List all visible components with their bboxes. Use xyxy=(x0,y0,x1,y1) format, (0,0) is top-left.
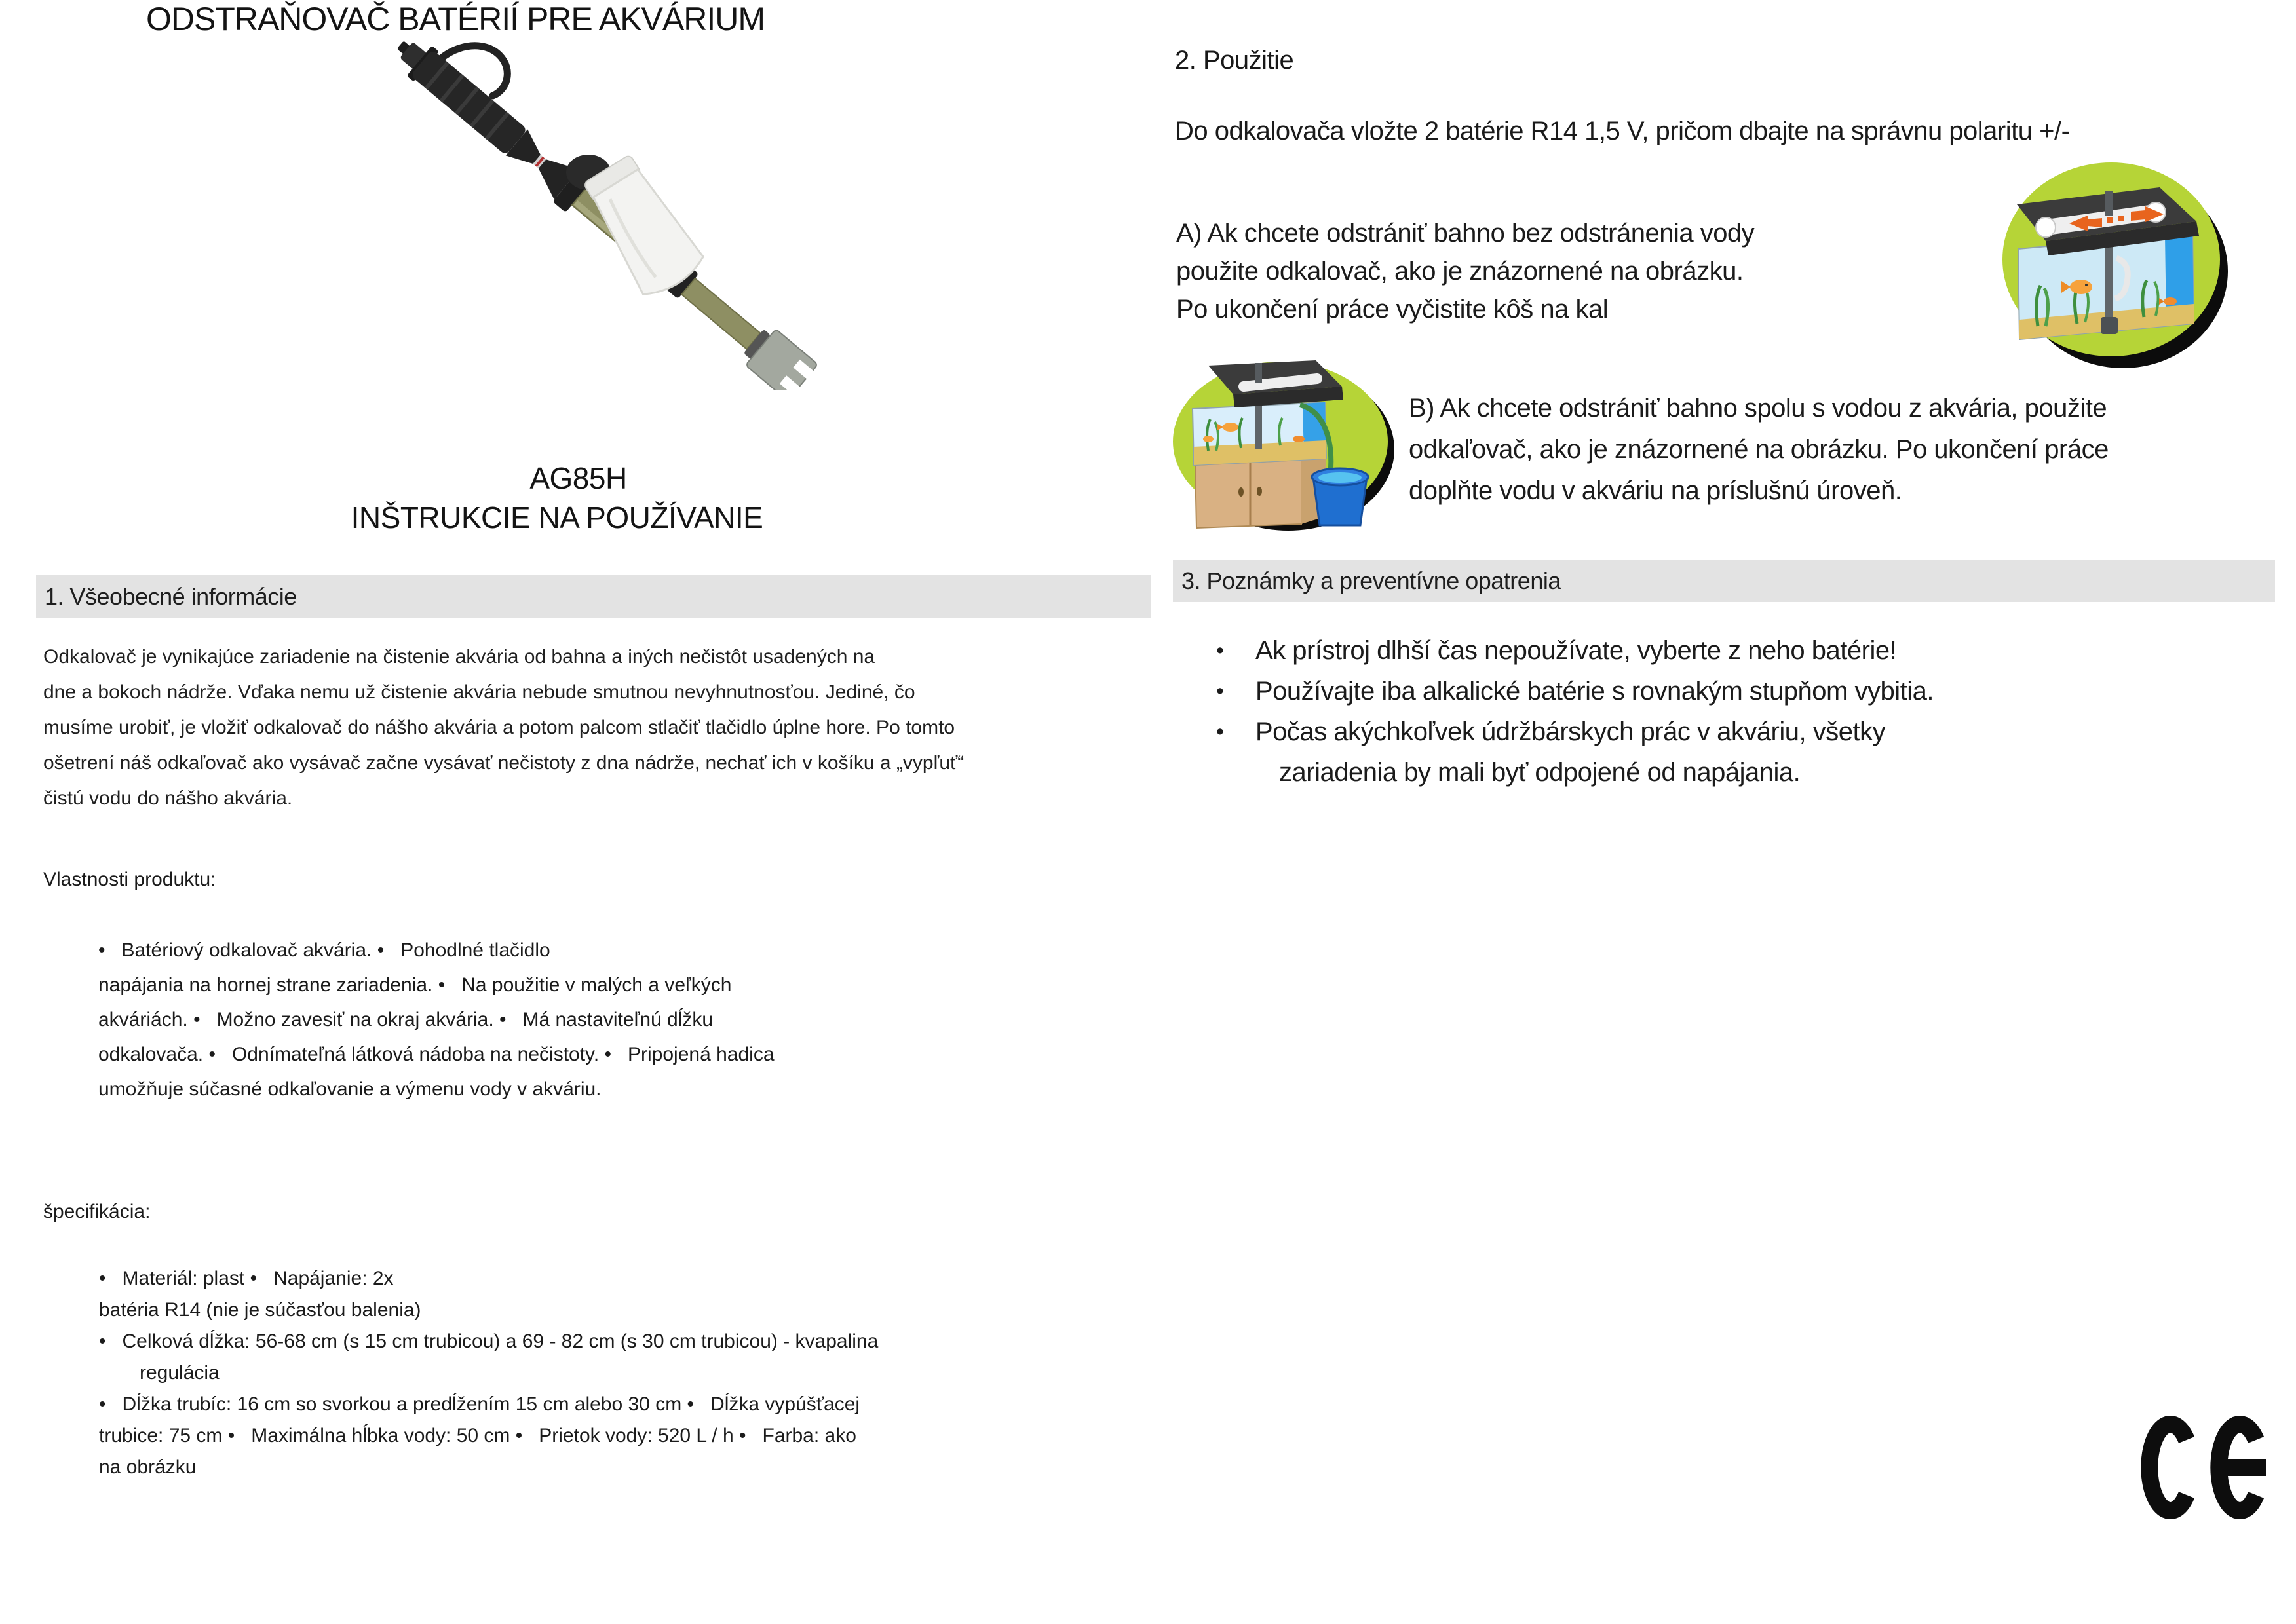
page-subtitle: INŠTRUKCIE NA POUŽÍVANIE xyxy=(351,500,763,535)
section-1-header: 1. Všeobecné informácie xyxy=(36,575,1151,618)
note-line: Ak prístroj dlhší čas nepoužívate, vyberte z neho batérie! xyxy=(1255,636,1897,665)
usage-b-line: odkaľovač, ako je znázornené na obrázku. Po ukončení práce xyxy=(1409,435,2109,464)
paragraph-line: ošetrení náš odkaľovač ako vysávač začne vysávať nečistoty z dna nádrže, nechať ich v košíku a „vypľuť“ xyxy=(43,752,965,774)
note-item xyxy=(1216,711,1934,793)
usage-a-line: použite odkalovač, ako je znázornené na obrázku. xyxy=(1176,257,1744,286)
spec-line: batéria R14 (nie je súčasťou balenia) xyxy=(99,1299,421,1321)
usage-figure-b xyxy=(1170,360,1401,535)
specification-list xyxy=(99,1263,878,1483)
feature-line: akváriách. • Možno zavesiť na okraj akvária. • Má nastaviteľnú dĺžku xyxy=(98,1009,714,1030)
note-line: Používajte iba alkalické batérie s rovnakým stupňom vybitia. xyxy=(1255,677,1934,706)
usage-a-line: A) Ak chcete odstrániť bahno bez odstránenia vody xyxy=(1176,219,1755,248)
cabinet xyxy=(1195,457,1326,528)
feature-line: napájania na hornej strane zariadenia. • Na použitie v malých a veľkých xyxy=(98,974,732,996)
usage-b-line: doplňte vodu v akváriu na príslušnú úroveň. xyxy=(1409,476,1902,505)
battery-instruction: Do odkalovača vložte 2 batérie R14 1,5 V, pričom dbajte na správnu polaritu +/- xyxy=(1175,117,2070,145)
spec-line: • Dĺžka trubíc: 16 cm so svorkou a predĺžením 15 cm alebo 30 cm • Dĺžka vypúšťacej xyxy=(99,1393,860,1415)
paragraph-line: musíme urobiť, je vložiť odkalovač do nášho akvária a potom palcom stlačiť tlačidlo úplne hore. Po tomto xyxy=(43,717,955,738)
section-2-header: 2. Použitie xyxy=(1175,46,1294,75)
paragraph-line: dne a bokoch nádrže. Vďaka nemu už čistenie akvária nebude smutnou nevyhnutnosťou. Jediné, čo xyxy=(43,681,915,703)
feature-line: umožňuje súčasné odkaľovanie a výmenu vody v akváriu. xyxy=(98,1078,602,1100)
paragraph-line: čistú vodu do nášho akvária. xyxy=(43,787,293,809)
spec-line: na obrázku xyxy=(99,1456,197,1478)
usage-b-line: B) Ak chcete odstrániť bahno spolu s vodou z akvária, použite xyxy=(1409,394,2107,423)
product-photo xyxy=(328,10,852,390)
usage-a-line: Po ukončení práce vyčistite kôš na kal xyxy=(1176,295,1609,324)
feature-line: odkalovača. • Odnímateľná látková nádoba na nečistoty. • Pripojená hadica xyxy=(98,1044,775,1065)
page-title: ODSTRAŇOVAČ BATÉRIÍ PRE AKVÁRIUM xyxy=(145,1,765,37)
bullet-icon: • xyxy=(1216,719,1224,744)
paragraph-line: Odkalovač je vynikajúce zariadenie na čistenie akvária od bahna a iných nečistôt usadených na xyxy=(43,646,875,668)
section-3-header: 3. Poznámky a preventívne opatrenia xyxy=(1173,560,2275,602)
usage-a-paragraph xyxy=(1176,214,1754,328)
note-item xyxy=(1216,630,1934,671)
notes-list xyxy=(1216,630,1934,793)
features-list xyxy=(98,933,775,1106)
note-line: Počas akýchkoľvek údržbárskych prác v akváriu, všetky xyxy=(1255,717,1886,746)
note-item xyxy=(1216,671,1934,711)
bullet-icon: • xyxy=(1216,638,1224,663)
feature-line: • Batériový odkalovač akvária. • Pohodlné tlačidlo xyxy=(98,939,550,961)
specification-label: špecifikácia: xyxy=(43,1201,151,1222)
usage-b-paragraph xyxy=(1409,388,2109,512)
model-number: AG85H xyxy=(529,461,627,495)
ce-mark-icon xyxy=(2137,1410,2275,1525)
spec-line: • Celková dĺžka: 56-68 cm (s 15 cm trubicou) a 69 - 82 cm (s 30 cm trubicou) - kvapalina xyxy=(99,1331,879,1352)
note-line: zariadenia by mali byť odpojené od napájania. xyxy=(1279,758,1801,787)
usage-figure-a xyxy=(1999,161,2232,371)
spec-line: trubice: 75 cm • Maximálna hĺbka vody: 50 cm • Prietok vody: 520 L / h • Farba: ako xyxy=(99,1425,856,1446)
bucket xyxy=(1312,468,1368,525)
bullet-icon: • xyxy=(1216,679,1224,704)
general-info-paragraph xyxy=(43,639,964,816)
features-label: Vlastnosti produktu: xyxy=(43,869,216,890)
spec-line: • Materiál: plast • Napájanie: 2x xyxy=(99,1268,394,1289)
spec-line: regulácia xyxy=(140,1362,220,1384)
